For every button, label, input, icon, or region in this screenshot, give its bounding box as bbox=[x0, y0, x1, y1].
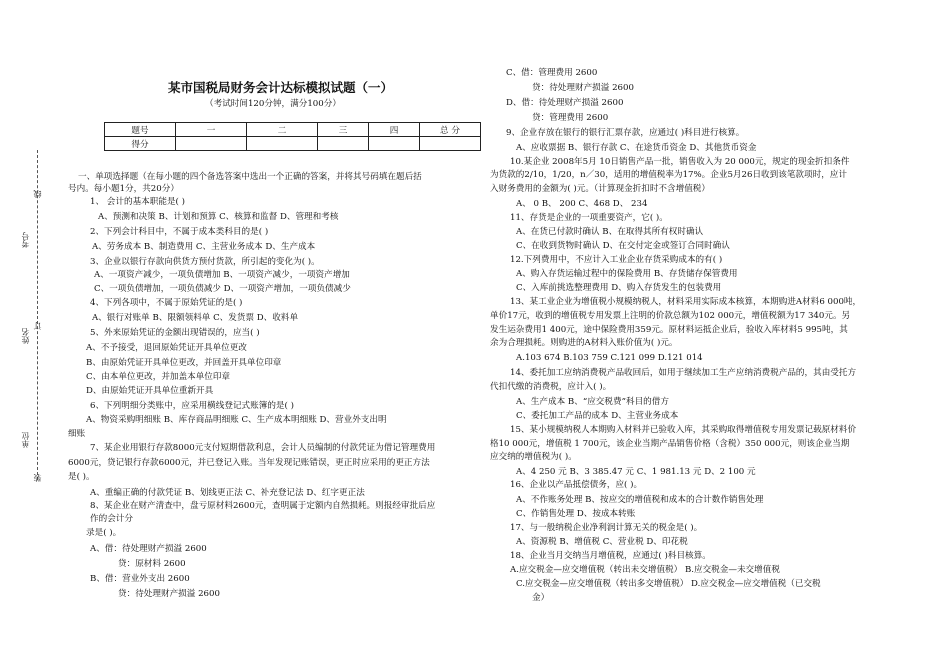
question-text-line: 发生运杂费用1 400元，途中保险费用359元。原材料运抵企业后，验收入库材料5 995吨，其 bbox=[490, 325, 848, 335]
question-text-line: 应交纳的增值税为( )。 bbox=[490, 452, 577, 462]
question-text-line: 14、委托加工应纳消费税产品收回后，如用于继续加工生产应纳消费税产品的，其由受托方 bbox=[510, 368, 857, 378]
question-text-line: 2、下列会计科目中，不属于成本类科目的是( ) bbox=[90, 227, 269, 237]
question-text-line: 代扣代缴的消费税，应计入( )。 bbox=[490, 382, 612, 392]
margin-ding: 订 bbox=[33, 322, 42, 330]
question-text-line: 余为合理损耗。则购进的A材料入账价值为( )元。 bbox=[490, 338, 678, 348]
question-text-line: B、由原始凭证开具单位更改，并回盖开具单位印章 bbox=[86, 358, 282, 368]
question-text-line: A、生产成本 B、“应交税费”科目的借方 bbox=[516, 397, 669, 407]
question-text-line: 贷：待处理财产损溢 2600 bbox=[532, 83, 634, 93]
question-text-line: 17、与一般纳税企业净利润计算无关的税金是( )。 bbox=[510, 523, 703, 533]
question-text-line: 1、 会计的基本职能是( ) bbox=[90, 197, 185, 207]
score-cell[interactable] bbox=[176, 137, 247, 151]
question-text-line: B、借：营业外支出 2600 bbox=[90, 574, 190, 584]
margin-xian: 线 bbox=[33, 190, 42, 198]
score-table-header-row bbox=[105, 123, 481, 137]
question-text-line: A、购入存货运输过程中的保险费用 B、存货储存保管费用 bbox=[516, 269, 738, 279]
question-text-line: D、借：待处理财产损溢 2600 bbox=[506, 98, 624, 108]
question-text-line: 6000元，贷记银行存款6000元，并已登记入账。当年发现记账错误，更正时应采用的更正方法 bbox=[68, 458, 430, 468]
margin-danwei: 单位 bbox=[21, 432, 30, 448]
question-text-line: 6、下列明细分类账中，应采用横线登记式账簿的是( ) bbox=[90, 401, 294, 411]
question-text-line: A.应交税金—应交增值税（转出未交增值税） B.应交税金—未交增值税 bbox=[510, 565, 780, 575]
question-text-line: 18、企业当月交纳当月增值税，应通过( )科目核算。 bbox=[510, 551, 711, 561]
question-text-line: C、由本单位更改，并加盖本单位印章 bbox=[86, 372, 231, 382]
question-text-line: A、4 250 元 B、3 385.47 元 C、1 981.13 元 D、2 100 元 bbox=[516, 467, 756, 477]
question-text-line: 16、企业以产品抵偿债务，应( )。 bbox=[510, 480, 643, 490]
question-text-line: 8、某企业在财产清查中，盘亏原材料2600元，查明属于定额内自然损耗。则报经审批后应 bbox=[90, 501, 436, 511]
question-text-line: C、一项负债增加，一项负债减少 D、一项资产增加，一项负债减少 bbox=[94, 284, 351, 294]
margin-xingming: 姓名 bbox=[21, 328, 30, 344]
score-cell[interactable] bbox=[420, 137, 481, 151]
question-text-line: 15、某小规模纳税人本期购入材料并已验收入库，其采购取得增值税专用发票记载原材料价 bbox=[510, 425, 857, 435]
question-text-line: C、入库前挑选整理费用 D、购入存货发生的包装费用 bbox=[516, 283, 722, 293]
score-header-cell: 四 bbox=[369, 123, 420, 137]
question-text-line: 5、外来原始凭证的金额出现错误的，应当( ) bbox=[90, 328, 260, 338]
question-text-line: A.103 674 B.103 759 C.121 099 D.121 014 bbox=[516, 353, 703, 363]
question-text-line: 4、下列各项中，不属于原始凭证的是( ) bbox=[90, 298, 243, 308]
question-text-line: 作的会计分 bbox=[90, 514, 133, 524]
question-text-line: 12.下列费用中，不应计入工业企业存货采购成本的有( ) bbox=[510, 255, 723, 265]
question-text-line: 金） bbox=[532, 593, 550, 603]
question-text-line: 细账 bbox=[68, 429, 86, 439]
question-text-line: A、一项资产减少，一项负债增加 B、一项资产减少，一项资产增加 bbox=[94, 270, 350, 280]
question-text-line: A、借：待处理财产损溢 2600 bbox=[90, 544, 207, 554]
score-cell[interactable] bbox=[247, 137, 318, 151]
question-text-line: A、在货已付款时确认 B、在取得其所有权时确认 bbox=[516, 227, 704, 237]
question-text-line: 10.某企业 2008年5月 10日销售产品一批，销售收入为 20 000元，规定的现金折扣条件 bbox=[510, 157, 850, 167]
question-text-line: 11、存货是企业的一项重要资产，它( )。 bbox=[510, 213, 668, 223]
question-text-line: 号内。每小题1分，共20分） bbox=[68, 184, 179, 194]
question-text-line: 是( )。 bbox=[68, 472, 95, 482]
margin-kaohao: 考号 bbox=[21, 232, 30, 248]
score-header-cell: 题号 bbox=[105, 123, 176, 137]
question-text-line: 单价17元，收到的增值税专用发票上注明的价款总额为102 000元，增值税额为17 340元。另 bbox=[490, 311, 851, 321]
exam-title: 某市国税局财务会计达标模拟试题（一） bbox=[168, 80, 394, 95]
question-text-line: 9、企业存放在银行的银行汇票存款，应通过( )科目进行核算。 bbox=[506, 128, 745, 138]
score-header-cell: 一 bbox=[176, 123, 247, 137]
question-text-line: A、银行对账单 B、限额领料单 C、发货票 D、收料单 bbox=[92, 313, 299, 323]
question-text-line: A、不予接受，退回原始凭证开具单位更改 bbox=[86, 343, 247, 353]
margin-zhuang: 装 bbox=[33, 474, 42, 482]
question-text-line: A、劳务成本 B、制造费用 C、主营业务成本 D、生产成本 bbox=[92, 242, 316, 252]
question-text-line: 录是( )。 bbox=[86, 528, 122, 538]
question-text-line: 3、企业以银行存款向供货方预付货款，所引起的变化为( )。 bbox=[90, 257, 320, 267]
question-text-line: A、预测和决策 B、计划和预算 C、核算和监督 D、管理和考核 bbox=[98, 212, 339, 222]
question-text-line: C、委托加工产品的成本 D、主营业务成本 bbox=[516, 411, 679, 421]
question-text-line: 贷：管理费用 2600 bbox=[532, 113, 609, 123]
question-text-line: 为货款的2/10，1/20，n／30，适用的增值税率为17%。企业5月26日收到该笔款项时，应计 bbox=[490, 170, 847, 180]
question-text-line: C、在收到货物时确认 D、在交付定金或签订合同时确认 bbox=[516, 241, 730, 251]
question-text-line: 一、单项选择题（在每小题的四个备选答案中选出一个正确的答案，并将其号码填在题后括 bbox=[78, 172, 422, 182]
question-text-line: 入财务费用的金额为( )元。（计算现金折扣时不含增值税） bbox=[490, 184, 710, 194]
exam-subtitle: （考试时间120分钟，满分100分） bbox=[205, 99, 341, 109]
question-text-line: 格10 000元，增值税 1 700元，该企业当期产品销售价格（含税）350 000元，则该企业当期 bbox=[490, 439, 850, 449]
score-table bbox=[104, 122, 481, 151]
score-header-cell: 二 bbox=[247, 123, 318, 137]
score-row-label: 得分 bbox=[105, 137, 176, 151]
binding-margin-dash bbox=[37, 150, 38, 480]
question-text-line: 13、某工业企业为增值税小规模纳税人，材料采用实际成本核算，本期购进A材料6 000吨， bbox=[510, 297, 862, 307]
question-text-line: D、由原始凭证开具单位重新开具 bbox=[86, 386, 214, 396]
score-cell[interactable] bbox=[318, 137, 369, 151]
question-text-line: A、物资采购明细账 B、库存商品明细账 C、生产成本明细账 D、营业外支出明 bbox=[86, 415, 387, 425]
question-text-line: A、重编正确的付款凭证 B、划线更正法 C、补充登记法 D、红字更正法 bbox=[90, 488, 365, 498]
question-text-line: C、作销售处理 D、按成本转账 bbox=[516, 509, 636, 519]
question-text-line: A、应收票据 B、银行存款 C、在途货币资金 D、其他货币资金 bbox=[516, 143, 757, 153]
score-header-cell: 总 分 bbox=[420, 123, 481, 137]
score-table-score-row bbox=[105, 137, 481, 151]
question-text-line: 7、某企业用银行存款8000元支付短期借款利息，会计人员编制的付款凭证为借记管理费用 bbox=[90, 443, 436, 453]
question-text-line: A、不作账务处理 B、按应交的增值税和成本的合计数作销售处理 bbox=[516, 495, 764, 505]
question-text-line: 贷：待处理财产损溢 2600 bbox=[118, 589, 220, 599]
question-text-line: 贷：原材料 2600 bbox=[118, 559, 186, 569]
question-text-line: C.应交税金—应交增值税（转出多交增值税） D.应交税金—应交增值税（已交税 bbox=[516, 579, 821, 589]
question-text-line: C、借：管理费用 2600 bbox=[506, 68, 598, 78]
question-text-line: A、资源税 B、增值税 C、营业税 D、印花税 bbox=[516, 537, 688, 547]
question-text-line: A、 0 B、 200 C、468 D、 234 bbox=[516, 199, 648, 209]
score-header-cell: 三 bbox=[318, 123, 369, 137]
score-cell[interactable] bbox=[369, 137, 420, 151]
